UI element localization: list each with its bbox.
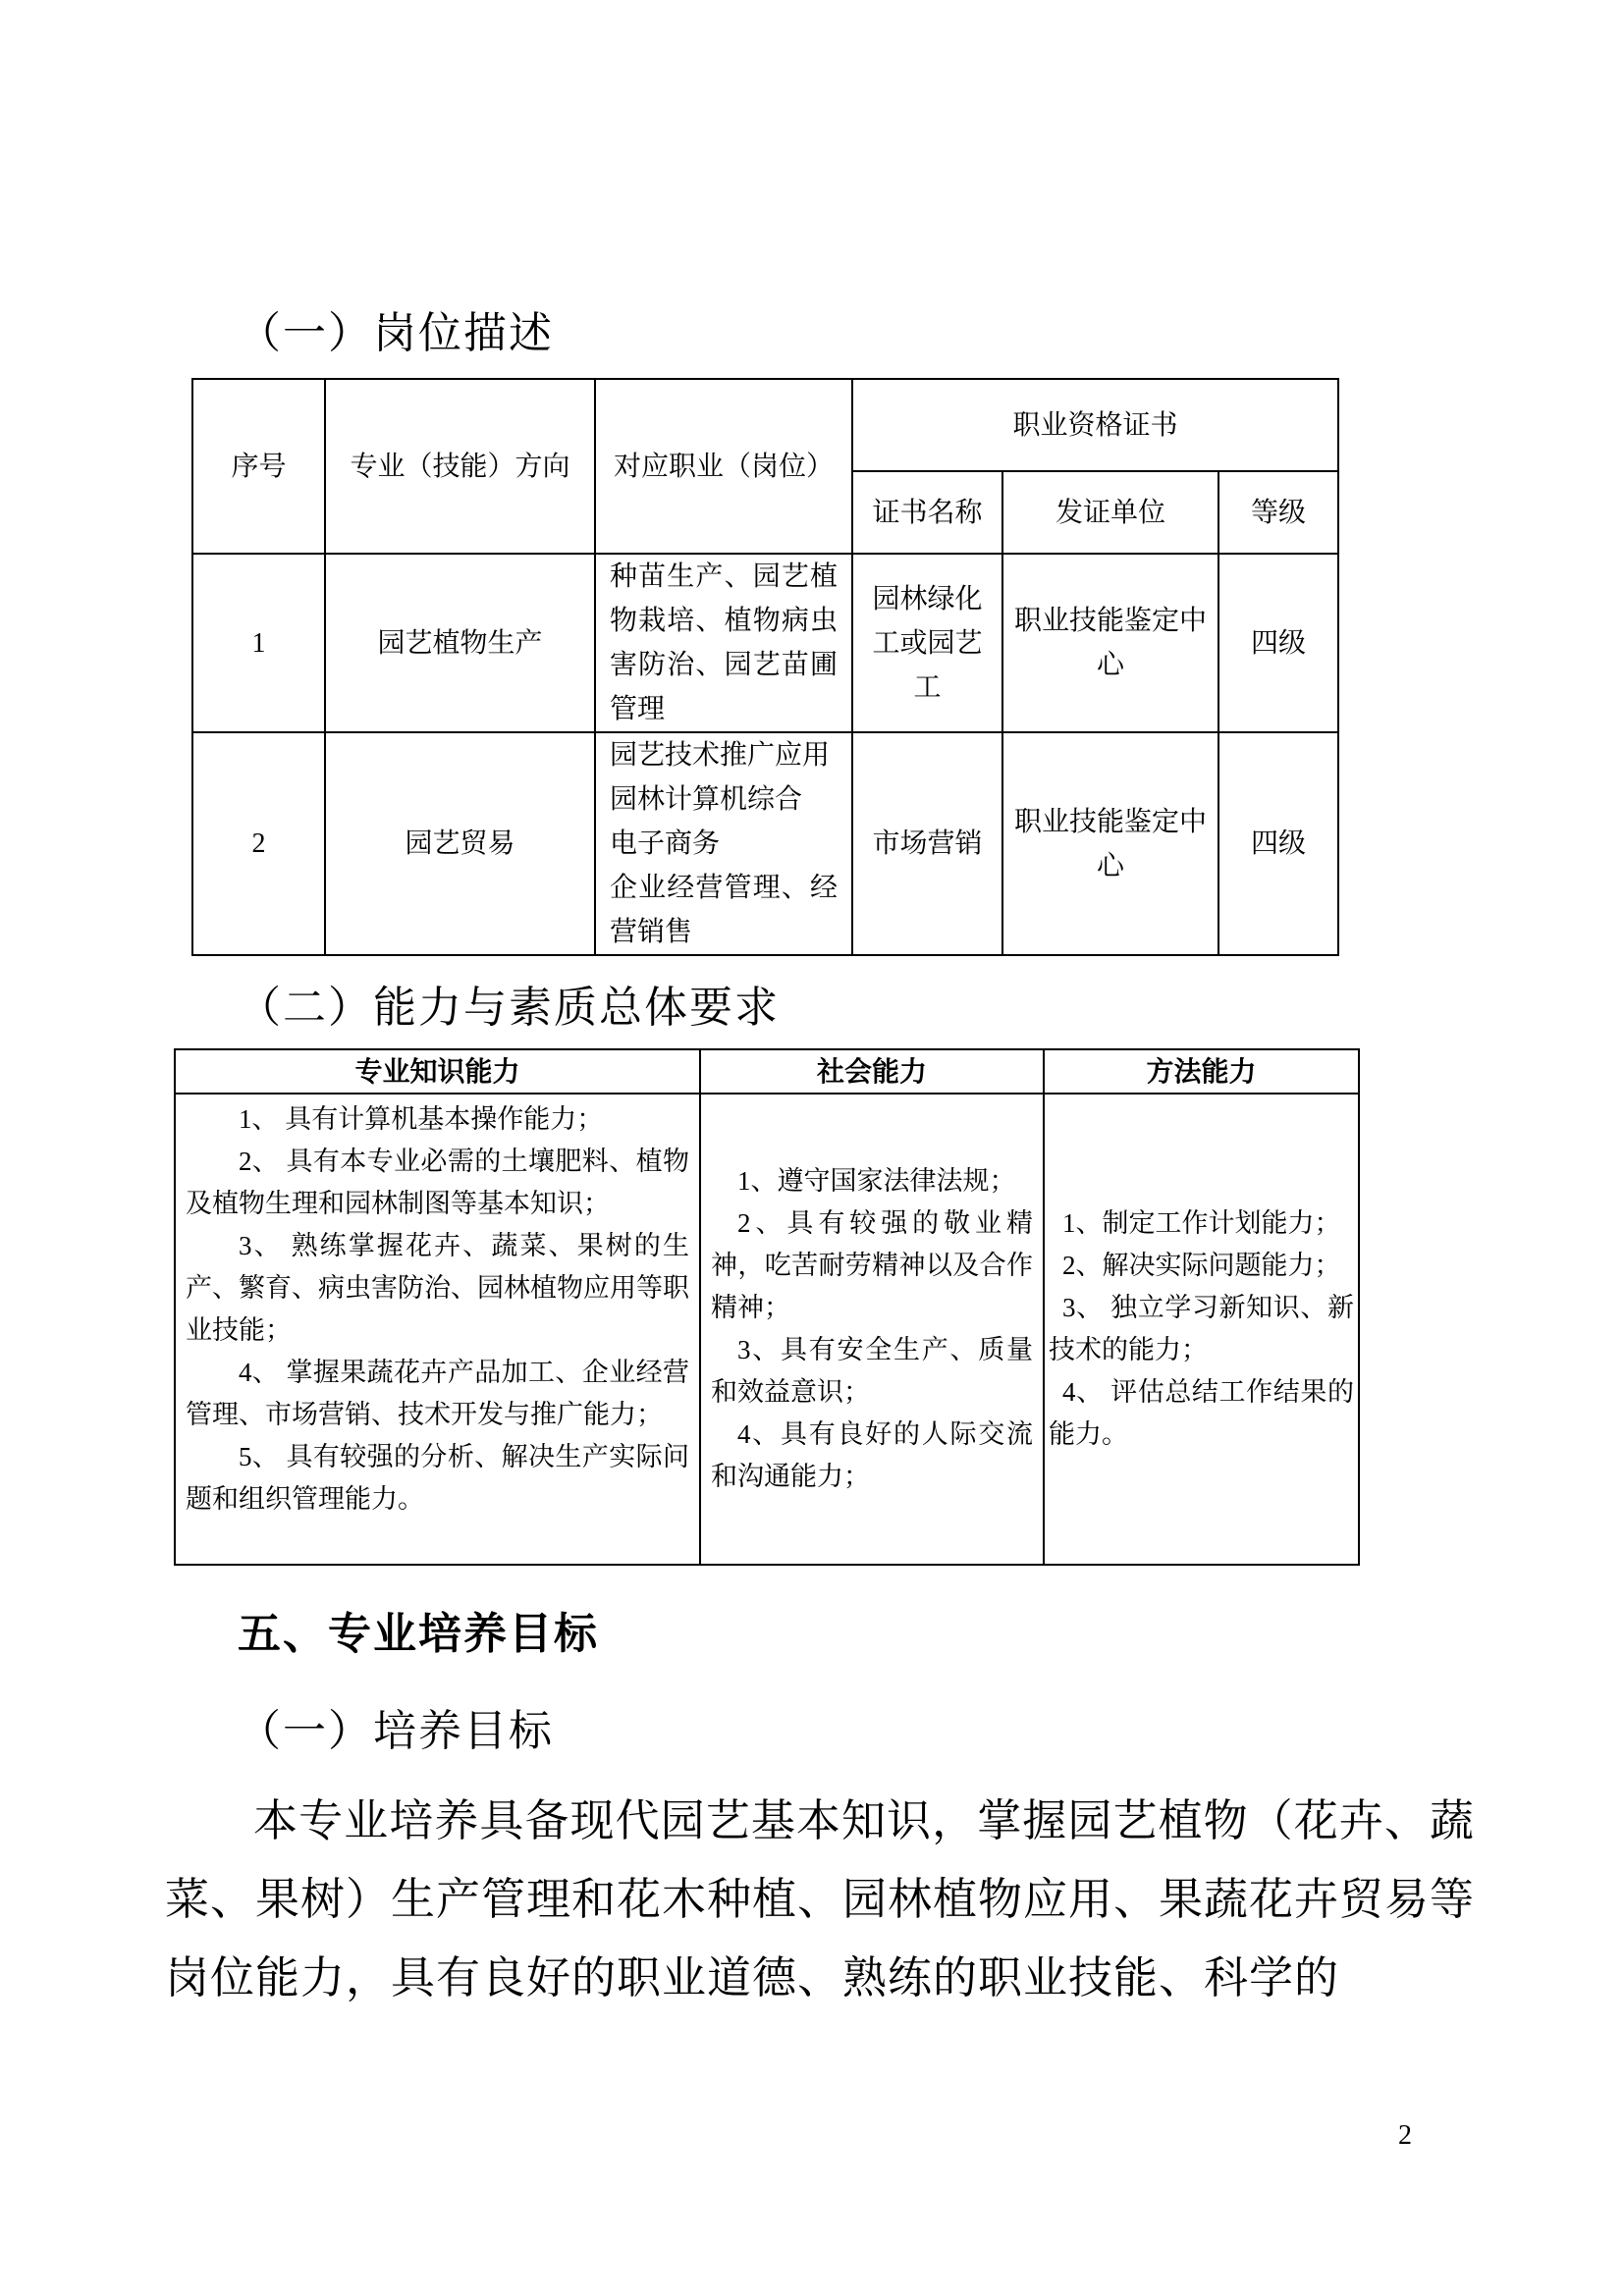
positions-table [191,378,1339,956]
ability-item: 3、 独立学习新知识、新技术的能力； [1049,1293,1354,1364]
section3-subheading: （一）培养目标 [238,1707,554,1755]
training-objective-paragraph: 本专业培养具备现代园艺基本知识，掌握园艺植物（花卉、蔬菜、果树）生产管理和花木种植、园林植物应用、果蔬花卉贸易等岗位能力，具有良好的职业道德、熟练的职业技能、科学的 [165,1796,1476,2002]
ability-item: 2、 具有本专业必需的土壤肥料、植物及植物生理和园林制图等基本知识； [186,1147,689,1218]
ability-item: 1、遵守国家法律法规； [737,1166,1016,1196]
ability-item: 3、 熟练掌握花卉、蔬菜、果树的生产、繁育、病虫害防治、园林植物应用等职业技能； [186,1231,689,1345]
abilities-table [174,1048,1360,1566]
cell-cert-level: 四级 [1218,554,1338,732]
ability-item: 2、解决实际问题能力； [1062,1251,1341,1280]
positions-header-row-1 [192,379,1338,471]
header-cert-level: 等级 [1218,471,1338,554]
cell-cert-issuer: 职业技能鉴定中心 [1002,732,1218,955]
cell-cert-name: 园林绿化工或园艺工 [852,554,1002,732]
section2-heading: （二）能力与素质总体要求 [238,984,780,1032]
ability-item: 1、制定工作计划能力； [1062,1208,1341,1238]
header-social-ability: 社会能力 [700,1049,1044,1094]
abilities-body-row [175,1094,1359,1565]
occupation-line: 园林计算机综合 [610,784,803,815]
cell-cert-issuer: 职业技能鉴定中心 [1002,554,1218,732]
occupation-line: 园艺技术推广应用 [610,740,831,771]
ability-item: 4、 掌握果蔬花卉产品加工、企业经营管理、市场营销、技术开发与推广能力； [186,1358,689,1429]
cell-occupation: 种苗生产、园艺植物栽培、植物病虫害防治、园艺苗圃管理 [595,554,852,732]
cell-occupation [595,732,852,955]
professional-ability-cell [175,1094,700,1565]
ability-item: 5、 具有较强的分析、解决生产实际问题和组织管理能力。 [186,1442,689,1514]
cell-direction: 园艺植物生产 [325,554,595,732]
cell-direction: 园艺贸易 [325,732,595,955]
header-method-ability: 方法能力 [1044,1049,1359,1094]
ability-item: 3、具有安全生产、质量和效益意识； [711,1335,1033,1407]
header-occupation: 对应职业（岗位） [595,379,852,554]
ability-item: 2、具有较强的敬业精神，吃苦耐劳精神以及合作精神； [711,1208,1033,1322]
ability-item: 1、 具有计算机基本操作能力； [239,1104,604,1134]
abilities-header-row [175,1049,1359,1094]
cell-index: 2 [192,732,325,955]
occupation-line: 电子商务 [610,828,721,859]
header-index: 序号 [192,379,325,554]
page-number: 2 [1398,2120,1412,2151]
ability-item: 4、 评估总结工作结果的能力。 [1049,1377,1354,1449]
cell-cert-name: 市场营销 [852,732,1002,955]
header-cert-issuer: 发证单位 [1002,471,1218,554]
header-cert-name: 证书名称 [852,471,1002,554]
positions-row-1 [192,554,1338,732]
ability-item: 4、具有良好的人际交流和沟通能力； [711,1419,1033,1491]
header-professional-ability: 专业知识能力 [175,1049,700,1094]
social-ability-cell [700,1094,1044,1565]
header-direction: 专业（技能）方向 [325,379,595,554]
header-cert-group: 职业资格证书 [852,379,1338,471]
positions-row-2 [192,732,1338,955]
cell-cert-level: 四级 [1218,732,1338,955]
section3-heading: 五、专业培养目标 [238,1610,599,1658]
section1-heading: （一）岗位描述 [238,309,554,357]
method-ability-cell [1044,1094,1359,1565]
cell-index: 1 [192,554,325,732]
occupation-line: 企业经营管理、经营销售 [610,873,838,947]
